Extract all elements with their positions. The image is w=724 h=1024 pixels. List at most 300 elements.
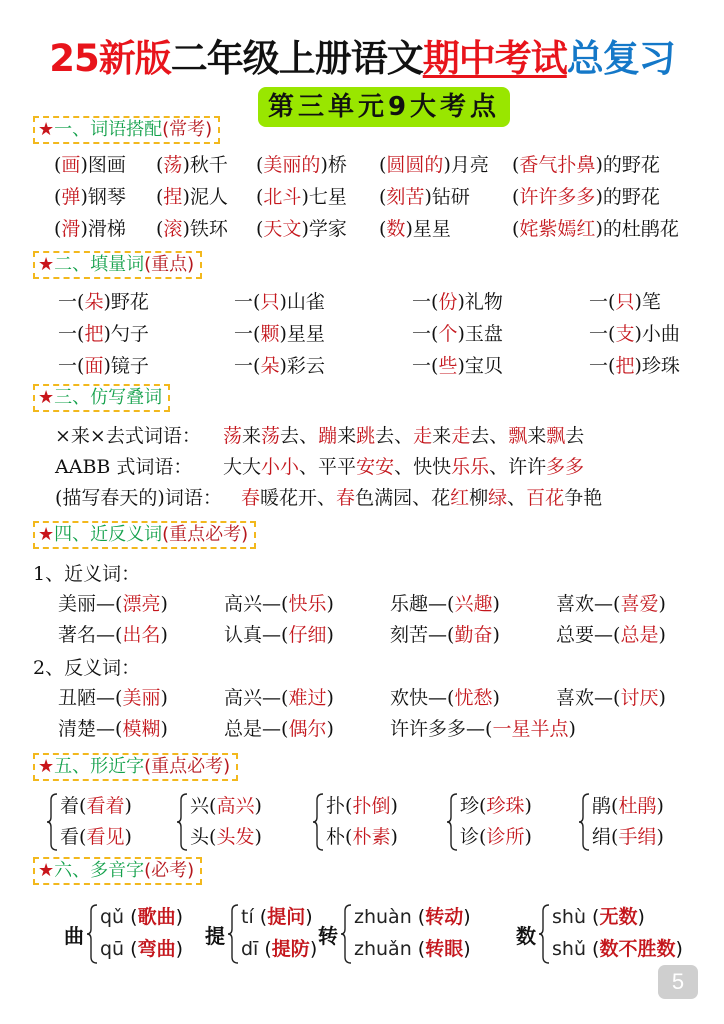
text: 刻苦 <box>390 624 429 646</box>
text: 山雀 <box>286 291 325 313</box>
text: ( <box>54 186 62 208</box>
text: — <box>262 624 282 646</box>
synonym-pair <box>556 623 666 647</box>
polyphone-line <box>100 902 183 929</box>
text: ) <box>124 826 132 848</box>
text: 喜欢 <box>556 687 595 709</box>
text: ×来×去式词语： <box>55 425 201 447</box>
text: ) <box>254 795 262 817</box>
text: ( <box>54 154 62 176</box>
similar-character-group <box>46 791 176 851</box>
similar-character-line <box>190 791 262 818</box>
measure-word-item <box>589 290 661 314</box>
answer-text: 出名 <box>122 624 161 646</box>
text: ( <box>256 186 264 208</box>
text: ) <box>492 687 500 709</box>
star-icon: ★ <box>38 756 55 777</box>
word-pair-item <box>512 217 679 241</box>
similar-character-group <box>578 791 708 851</box>
text: ( <box>77 323 85 345</box>
pinyin-text: qǔ <box>100 906 125 928</box>
text: ( <box>77 291 85 313</box>
text: ) <box>182 154 190 176</box>
text: (描写春天的)词语： <box>55 487 222 509</box>
text: 的野花 <box>602 186 660 208</box>
star-icon: ★ <box>38 387 55 408</box>
text: 许许多多 <box>390 718 467 740</box>
text: ) <box>279 355 287 377</box>
text: 钢琴 <box>87 186 126 208</box>
word-pair-item <box>512 185 660 209</box>
text: 美丽 <box>58 593 97 615</box>
text: — <box>96 718 116 740</box>
text: ) <box>424 186 432 208</box>
answer-text: 圆圆的 <box>386 154 444 176</box>
text: — <box>96 593 116 615</box>
answer-text: 颗 <box>260 323 280 345</box>
measure-word-item <box>589 322 680 346</box>
text: ( <box>447 624 455 646</box>
antonym-pair <box>58 686 168 710</box>
similar-character-group <box>446 791 576 851</box>
text: ( <box>411 938 426 960</box>
unit-subtitle: 第三单元9大考点 <box>258 87 510 127</box>
text: 珍 <box>460 795 480 817</box>
text: 、 <box>394 456 414 478</box>
text: ( <box>608 291 616 313</box>
section-6-heading: ★六、多音字(必考) <box>33 857 202 885</box>
answer-text: 多多 <box>546 456 585 478</box>
text: 镜子 <box>110 355 149 377</box>
text: ) <box>634 355 642 377</box>
text: — <box>466 718 486 740</box>
text: 的野花 <box>602 154 660 176</box>
brace-icon <box>538 904 550 964</box>
section-1-heading: ★一、词语搭配(常考) <box>33 116 220 144</box>
text: 去 <box>470 425 490 447</box>
answer-text: 荡 <box>223 425 243 447</box>
answer-text: 提防 <box>271 938 310 960</box>
text: 总是 <box>224 718 263 740</box>
polyphone-line <box>552 934 683 961</box>
text: ( <box>209 826 217 848</box>
answer-text: 转动 <box>425 906 464 928</box>
text: ( <box>431 323 439 345</box>
answer-text: 美丽的 <box>263 154 321 176</box>
answer-text: 头发 <box>216 826 255 848</box>
text: ( <box>345 795 353 817</box>
polyphone-line <box>100 934 183 961</box>
word-pair-item <box>156 217 228 241</box>
text: ) <box>463 906 471 928</box>
text: ( <box>613 593 621 615</box>
measure-word-item <box>234 290 325 314</box>
word-pair-item <box>512 153 660 177</box>
word-pair-item <box>256 217 347 241</box>
text: 七星 <box>308 186 347 208</box>
text: 诊 <box>460 826 480 848</box>
text: ) <box>326 718 334 740</box>
brace-icon <box>312 793 324 851</box>
text: — <box>428 624 448 646</box>
answer-text: 数 <box>386 218 406 240</box>
text: 一 <box>58 323 78 345</box>
similar-character-line <box>190 822 262 849</box>
text: ) <box>390 826 398 848</box>
word-pair-item <box>256 153 347 177</box>
text: — <box>262 593 282 615</box>
text: ) <box>524 795 532 817</box>
text: 一 <box>58 291 78 313</box>
text: 丑陋 <box>58 687 97 709</box>
answer-text: 忧愁 <box>454 687 493 709</box>
text: 一 <box>234 323 254 345</box>
text: ) <box>279 323 287 345</box>
text: ) <box>595 186 603 208</box>
text: 一 <box>412 355 432 377</box>
text: ) <box>568 718 576 740</box>
text: 许许 <box>508 456 547 478</box>
text: 、 <box>299 456 319 478</box>
text: ( <box>431 291 439 313</box>
synonym-pair <box>224 592 334 616</box>
synonym-pair <box>390 592 500 616</box>
text: 扑 <box>326 795 346 817</box>
text: ) <box>492 593 500 615</box>
text: 秋千 <box>189 154 228 176</box>
text: ) <box>524 826 532 848</box>
answer-text: 支 <box>615 323 635 345</box>
answer-text: 兴趣 <box>454 593 493 615</box>
text: ( <box>281 593 289 615</box>
section-5-heading: ★五、形近字(重点必考) <box>33 753 238 781</box>
text: ) <box>309 938 318 960</box>
text: 一 <box>234 355 254 377</box>
text: ( <box>608 355 616 377</box>
answer-text: 无数 <box>599 906 638 928</box>
text: 柳 <box>469 487 489 509</box>
answer-text: 春 <box>241 487 261 509</box>
text: ) <box>457 323 465 345</box>
answer-text: 数不胜数 <box>599 938 676 960</box>
synonym-pair <box>58 592 168 616</box>
text: 桥 <box>327 154 347 176</box>
text: ) <box>175 906 183 928</box>
text: ( <box>379 186 387 208</box>
brace-icon <box>340 904 352 964</box>
text: ( <box>258 938 272 960</box>
answer-text: 只 <box>615 291 635 313</box>
text: 野花 <box>110 291 149 313</box>
text: 认真 <box>224 624 263 646</box>
text: 来 <box>242 425 262 447</box>
text: ( <box>281 718 289 740</box>
answer-text: 总是 <box>620 624 659 646</box>
text: 小曲 <box>641 323 680 345</box>
text: ( <box>156 186 164 208</box>
text: 、 <box>317 487 337 509</box>
answer-text: 个 <box>438 323 458 345</box>
reduplicated-row <box>55 424 584 448</box>
text: 着 <box>60 795 80 817</box>
section-2-heading: ★二、填量词(重点) <box>33 251 202 279</box>
text: 争艳 <box>564 487 603 509</box>
page-title <box>0 28 724 82</box>
text: ) <box>658 624 666 646</box>
answer-text: 看着 <box>86 795 125 817</box>
answer-text: 勤奋 <box>454 624 493 646</box>
answer-text: 看见 <box>86 826 125 848</box>
answer-text: 美丽 <box>122 687 161 709</box>
antonym-pair <box>390 686 500 710</box>
text: ) <box>463 938 471 960</box>
polyphone-group <box>318 902 518 966</box>
title-grade: 二年级上册语文 <box>170 37 423 80</box>
text: ( <box>512 218 520 240</box>
antonym-pair <box>390 717 576 741</box>
text: — <box>428 687 448 709</box>
answer-text: 许许多多 <box>519 186 596 208</box>
text: 去 <box>280 425 300 447</box>
antonym-pair <box>224 686 334 710</box>
text: ( <box>156 218 164 240</box>
answer-text: 高兴 <box>216 795 255 817</box>
text: ( <box>411 906 426 928</box>
text: ) <box>634 323 642 345</box>
text: 一 <box>589 355 609 377</box>
text: ) <box>160 687 168 709</box>
text: 、 <box>489 425 509 447</box>
text: ( <box>512 186 520 208</box>
brace-icon <box>86 904 98 964</box>
similar-character-group <box>312 791 442 851</box>
answer-text: 百花 <box>526 487 565 509</box>
text: ( <box>447 593 455 615</box>
word-pair-item <box>54 153 126 177</box>
text: ( <box>209 795 217 817</box>
text: 珍珠 <box>641 355 680 377</box>
answer-text: 春 <box>336 487 356 509</box>
polyphone-line <box>354 902 471 929</box>
answer-text: 天文 <box>263 218 302 240</box>
answer-text: 小小 <box>261 456 300 478</box>
text: ) <box>175 938 183 960</box>
text: ) <box>182 186 190 208</box>
text: 去 <box>565 425 585 447</box>
text: 星星 <box>412 218 451 240</box>
text: 绢 <box>592 826 612 848</box>
word-pair-item <box>54 185 126 209</box>
answer-text: 份 <box>438 291 458 313</box>
brace-icon <box>227 904 239 964</box>
answer-text: 荡 <box>163 154 183 176</box>
answer-text: 朵 <box>260 355 280 377</box>
text: — <box>262 718 282 740</box>
text: 来 <box>527 425 547 447</box>
word-pair-item <box>54 217 126 241</box>
reduplicated-row <box>55 486 602 510</box>
text: ( <box>253 291 261 313</box>
similar-character-line <box>60 791 132 818</box>
text: ( <box>115 687 123 709</box>
answer-text: 讨厌 <box>620 687 659 709</box>
text: 礼物 <box>464 291 503 313</box>
text: ) <box>492 624 500 646</box>
text: 彩云 <box>286 355 325 377</box>
text: ( <box>54 218 62 240</box>
text: ) <box>656 826 664 848</box>
measure-word-item <box>58 290 149 314</box>
text: ( <box>281 624 289 646</box>
text: ( <box>447 687 455 709</box>
text: 花 <box>431 487 451 509</box>
text: ( <box>485 718 493 740</box>
text: ( <box>431 355 439 377</box>
text: 来 <box>337 425 357 447</box>
text: 宝贝 <box>464 355 503 377</box>
text: 的杜鹃花 <box>602 218 679 240</box>
pinyin-text: qū <box>100 938 125 960</box>
text: 朴 <box>326 826 346 848</box>
text: ( <box>79 826 87 848</box>
section-4-heading: ★四、近反义词(重点必考) <box>33 521 256 549</box>
measure-word-item <box>234 322 325 346</box>
answer-text: 朵 <box>84 291 104 313</box>
polyphone-character: 数 <box>516 924 536 948</box>
text: ) <box>254 826 262 848</box>
text: 一 <box>412 291 432 313</box>
antonym-pair <box>224 717 334 741</box>
text: 高兴 <box>224 687 263 709</box>
answer-text: 杜鹃 <box>618 795 657 817</box>
answer-text: 珍珠 <box>486 795 525 817</box>
text: — <box>428 593 448 615</box>
text: ) <box>658 687 666 709</box>
text: ( <box>512 154 520 176</box>
text: 快快 <box>413 456 452 478</box>
measure-word-item <box>589 354 680 378</box>
answer-text: 弹 <box>61 186 81 208</box>
measure-word-item <box>234 354 325 378</box>
text: 大大 <box>223 456 262 478</box>
text: 看 <box>60 826 80 848</box>
similar-character-group <box>176 791 306 851</box>
text: AABB 式词语： <box>55 456 193 478</box>
answer-text: 面 <box>84 355 104 377</box>
antonym-pair <box>58 717 168 741</box>
text: ( <box>253 355 261 377</box>
text: 勺子 <box>110 323 149 345</box>
text: — <box>594 624 614 646</box>
text: ( <box>585 906 600 928</box>
text: ( <box>613 687 621 709</box>
brace-icon <box>446 793 458 851</box>
text: ) <box>301 186 309 208</box>
text: 铁环 <box>189 218 228 240</box>
text: 鹃 <box>592 795 612 817</box>
text: ) <box>182 218 190 240</box>
text: — <box>96 687 116 709</box>
text: 头 <box>190 826 210 848</box>
measure-word-item <box>412 322 503 346</box>
text: 著名 <box>58 624 97 646</box>
polyphone-group <box>516 902 716 966</box>
antonym-title: 2、反义词： <box>33 657 141 679</box>
answer-text: 只 <box>260 291 280 313</box>
text: ) <box>80 186 88 208</box>
answer-text: 荡 <box>261 425 281 447</box>
text: ( <box>115 593 123 615</box>
text: ( <box>613 624 621 646</box>
answer-text: 诊所 <box>486 826 525 848</box>
answer-text: 偶尔 <box>288 718 327 740</box>
answer-text: 快乐 <box>288 593 327 615</box>
answer-text: 朴素 <box>352 826 391 848</box>
answer-text: 北斗 <box>263 186 302 208</box>
text: ) <box>103 323 111 345</box>
text: ( <box>115 624 123 646</box>
text: 学家 <box>308 218 347 240</box>
answer-text: 些 <box>438 355 458 377</box>
answer-text: 模糊 <box>122 718 161 740</box>
reduplicated-row <box>55 455 584 479</box>
similar-character-line <box>592 822 664 849</box>
text: ) <box>326 593 334 615</box>
star-icon: ★ <box>38 524 55 545</box>
pinyin-text: zhuàn <box>354 906 412 928</box>
text: 滑梯 <box>87 218 126 240</box>
text: 月亮 <box>450 154 489 176</box>
antonym-pair <box>556 686 666 710</box>
text: 玉盘 <box>464 323 503 345</box>
text: 一 <box>234 291 254 313</box>
text: ) <box>390 795 398 817</box>
title-edition: 25新版 <box>49 37 171 80</box>
text: ) <box>405 218 413 240</box>
text: 泥人 <box>189 186 228 208</box>
text: 色满园 <box>355 487 413 509</box>
similar-character-line <box>460 791 532 818</box>
synonym-title: 1、近义词： <box>33 563 141 585</box>
similar-character-line <box>460 822 532 849</box>
answer-text: 走 <box>413 425 433 447</box>
answer-text: 刻苦 <box>386 186 425 208</box>
word-pair-item <box>256 185 347 209</box>
text: ) <box>124 795 132 817</box>
text: 、 <box>412 487 432 509</box>
text: ) <box>160 718 168 740</box>
answer-text: 把 <box>84 323 104 345</box>
word-pair-item <box>379 153 489 177</box>
text: ) <box>457 291 465 313</box>
text: ) <box>634 291 642 313</box>
brace-icon <box>176 793 188 851</box>
answer-text: 飘 <box>546 425 566 447</box>
text: ( <box>156 154 164 176</box>
answer-text: 难过 <box>288 687 327 709</box>
text: ( <box>253 906 268 928</box>
polyphone-character: 转 <box>318 924 338 948</box>
text: 一 <box>58 355 78 377</box>
synonym-pair <box>390 623 500 647</box>
measure-word-item <box>58 322 149 346</box>
pinyin-text: zhuǎn <box>354 938 412 960</box>
similar-character-line <box>326 822 398 849</box>
word-pair-item <box>379 185 470 209</box>
section-3-heading: ★三、仿写叠词 <box>33 384 170 412</box>
answer-text: 扑倒 <box>352 795 391 817</box>
answer-text: 手绢 <box>618 826 657 848</box>
